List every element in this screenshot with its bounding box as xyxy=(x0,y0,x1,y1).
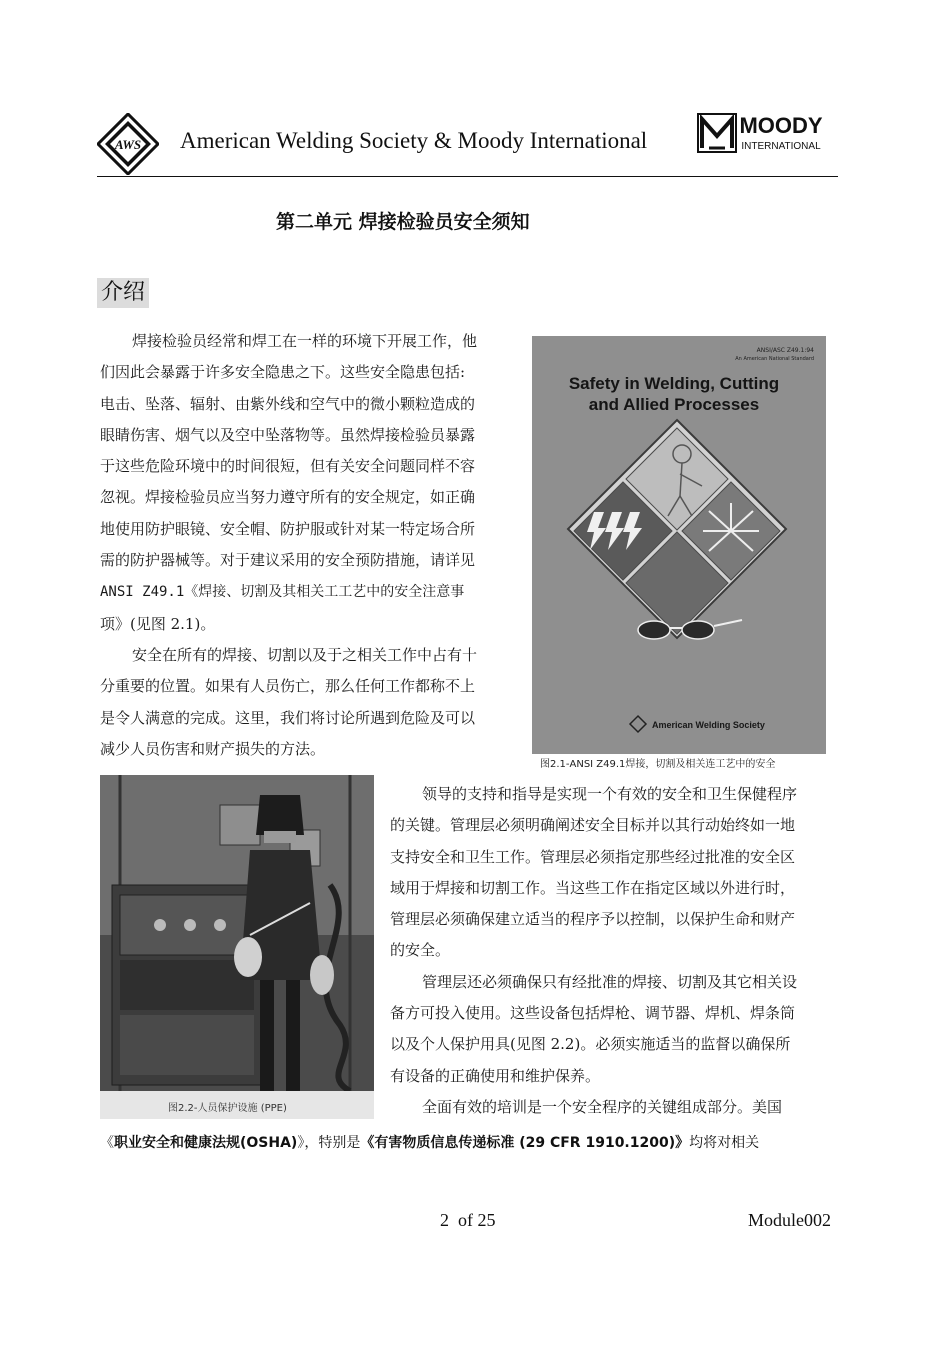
cover-title-1: Safety in Welding, Cutting xyxy=(568,374,780,393)
aws-logo xyxy=(97,113,159,175)
paragraph-1: 焊接检验员经常和焊工在一样的环境下开展工作，他 们因此会暴露于许多安全隐患之下。这些安全隐患包括: 电击、坠落、辐射、由紫外线和空气中的微小颗粒造成的 眼睛伤害、烟气以及空中坠落物等。虽然焊接检验员暴露 于这些危险环境中的时间很短，但有关安全问题同样不容 忽视。焊接检验员应当努力遵守所有的安全规定，如正确 地使用防护眼镜、安全帽、防护服或针对某一特定场合所 需的防护器械等。对于建议采用的安全预防措施，请详见 ANSI Z49.1《焊接、切割及其相关工工艺中的安全注意事 项》(见图 2.1)。 xyxy=(100,332,478,633)
header-rule xyxy=(97,176,838,177)
moody-logo-sub: INTERNATIONAL xyxy=(741,141,821,152)
paragraph-2: 安全在所有的焊接、切割以及于之相关工作中占有十 分重要的位置。如果有人员伤亡，那么任何工作都称不上 是令人满意的完成。这里，我们将讨论所遇到危险及可以 减少人员伤害和财产损失的方法。 xyxy=(100,645,478,758)
cover-header-2: An American National Standard xyxy=(735,356,814,362)
section-heading: 介绍 xyxy=(97,278,149,308)
figure-2-caption: 图2.2-人员保护设施 (PPE) xyxy=(168,1103,287,1114)
figure-1-caption: 图2.1-ANSI Z49.1焊接，切割及相关连工艺中的安全 xyxy=(540,759,776,770)
figure-ppe-photo xyxy=(100,775,374,1091)
text-block-left xyxy=(100,326,520,765)
hazcom-reference: 《有害物质信息传递标准 (29 CFR 1910.1200)》 xyxy=(360,1135,690,1151)
moody-logo-name: MOODY xyxy=(739,113,823,138)
cover-footer: American Welding Society xyxy=(652,720,765,730)
unit-title: 第二单元 焊接检验员安全须知 xyxy=(276,211,530,233)
paragraph-5-continued: 《职业安全和健康法规(OSHA)》，特别是《有害物质信息传递标准 (29 CFR 1910.1200)》均将对相关 xyxy=(100,1135,760,1151)
paragraph-5-start: 全面有效的培训是一个安全程序的关键组成部分。美国 xyxy=(422,1097,783,1116)
osha-reference: 职业安全和健康法规(OSHA) xyxy=(114,1135,298,1151)
header-title: American Welding Society & Moody International xyxy=(180,128,648,153)
aws-logo-text: AWS xyxy=(114,137,142,152)
text-block-right xyxy=(390,779,837,1123)
paragraph-3: 领导的支持和指导是实现一个有效的安全和卫生保健程序 的关键。管理层必须明确阐述安全目标并以其行动始终如一地 支持安全和卫生工作。管理层必须指定那些经过批准的安全区 域用于焊接和切割工作。当这些工作在指定区域以外进行时， 管理层必须确保建立适当的程序予以控制，以保护生命和财产 的安全。 xyxy=(390,785,798,960)
cover-header-1: ANSI/ASC Z49.1:94 xyxy=(756,347,814,354)
cover-title-2: and Allied Processes xyxy=(588,395,760,414)
moody-logo xyxy=(697,112,825,156)
figure-ansi-z49-cover xyxy=(532,336,826,754)
paragraph-4: 管理层还必须确保只有经批准的焊接、切割及其它相关设 备方可投入使用。这些设备包括焊枪、调节器、焊机、焊条筒 以及个人保护用具(见图 2.2)。必须实施适当的监督以确保所 有设备的正确使用和维护保养。 xyxy=(390,972,798,1085)
module-label: Module002 xyxy=(748,1210,831,1230)
page-number: 2 of 25 xyxy=(440,1210,496,1230)
